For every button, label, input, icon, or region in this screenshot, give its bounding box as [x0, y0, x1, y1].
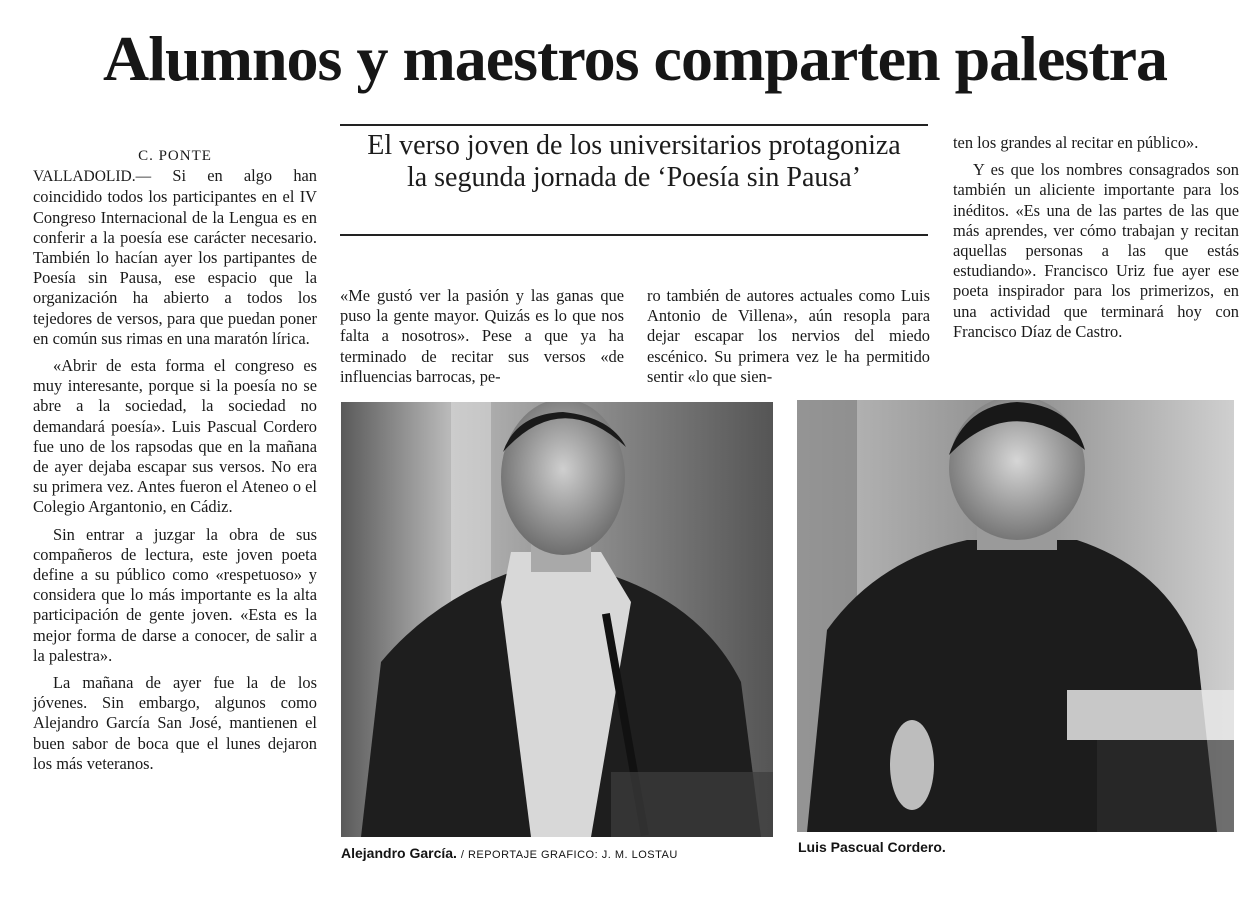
paragraph-text: Si en algo han coincidido todos los participantes en el IV Congreso Internacional de la Lengua es en conferir a la poesía ese carácter necesario. También lo hacían ayer los partipantes de Poesía sin Pausa, ese espacio que la organización ha abierto a todos los tejedores de versos, para que puedan poner en común sus rimas en una maratón lírica.	[33, 166, 317, 348]
headline: Alumnos y maestros comparten palestra	[103, 23, 1167, 94]
subhead-top-rule	[340, 124, 928, 126]
paragraph	[33, 166, 317, 349]
photo-alejandro-garcia	[341, 402, 773, 837]
subheadline: El verso joven de los universitarios protagoniza la segunda jornada de ‘Poesía sin Pausa’	[367, 130, 901, 193]
article-column-3	[647, 286, 930, 394]
photo-image	[341, 402, 773, 837]
photo-luis-pascual-cordero	[797, 400, 1234, 832]
photo-caption-2	[798, 839, 946, 855]
article-column-4	[953, 133, 1239, 349]
paragraph: «Abrir de esta forma el congreso es muy interesante, porque si la poesía no se abre a la sociedad, la sociedad no demandará poesía». Luis Pascual Cordero fue uno de los rapsodas que en la mañana de ayer dejaba escapar sus versos. No era su primera vez. Antes fueron el Ateneo o el Colegio Argantonio, en Cádiz.	[33, 356, 317, 517]
dateline: VALLADOLID.—	[33, 168, 152, 186]
paragraph: La mañana de ayer fue la de los jóvenes. Sin embargo, algunos como Alejandro García San José, mantienen el buen sabor de boca que el lunes dejaron los más veteranos.	[33, 673, 317, 773]
article-column-1	[33, 146, 317, 781]
caption-name: Luis Pascual Cordero.	[798, 839, 946, 855]
photo-caption-1	[341, 845, 678, 861]
subhead-bottom-rule	[340, 234, 928, 236]
paragraph: «Me gustó ver la pasión y las ganas que puso la gente mayor. Quizás es lo que nos falta a nosotros». Pese a que ya ha terminado de recitar sus versos «de influencias barrocas, pe-	[340, 286, 624, 386]
paragraph: Y es que los nombres consagrados son también un aliciente importante para los inéditos. «Es una de las partes de las que más aprendes, ver cómo trabajan y recitan aquellas personas a las que estás estudiando». Francisco Uriz fue ayer ese poeta inspirador para los primerizos, en una actividad que terminará hoy con Francisco Díaz de Castro.	[953, 160, 1239, 341]
paragraph: ten los grandes al recitar en público».	[953, 133, 1199, 152]
paragraph: ro también de autores actuales como Luis Antonio de Villena», aún resopla para dejar escapar los nervios del miedo escénico. Su primera vez le ha permitido sentir «lo que sien-	[647, 286, 930, 386]
byline: C. PONTE	[138, 148, 212, 164]
photo-credit: / REPORTAJE GRAFICO: J. M. LOSTAU	[460, 849, 678, 861]
caption-name: Alejandro García.	[341, 845, 457, 861]
article-column-2	[340, 286, 624, 394]
paragraph: Sin entrar a juzgar la obra de sus compañeros de lectura, este joven poeta define a su público como «respetuoso» y considera que lo más importante es la alta participación de gente joven. «Esta es la mejor forma de darse a conocer, de salir a la palestra».	[33, 524, 317, 665]
photo-image	[797, 400, 1234, 832]
